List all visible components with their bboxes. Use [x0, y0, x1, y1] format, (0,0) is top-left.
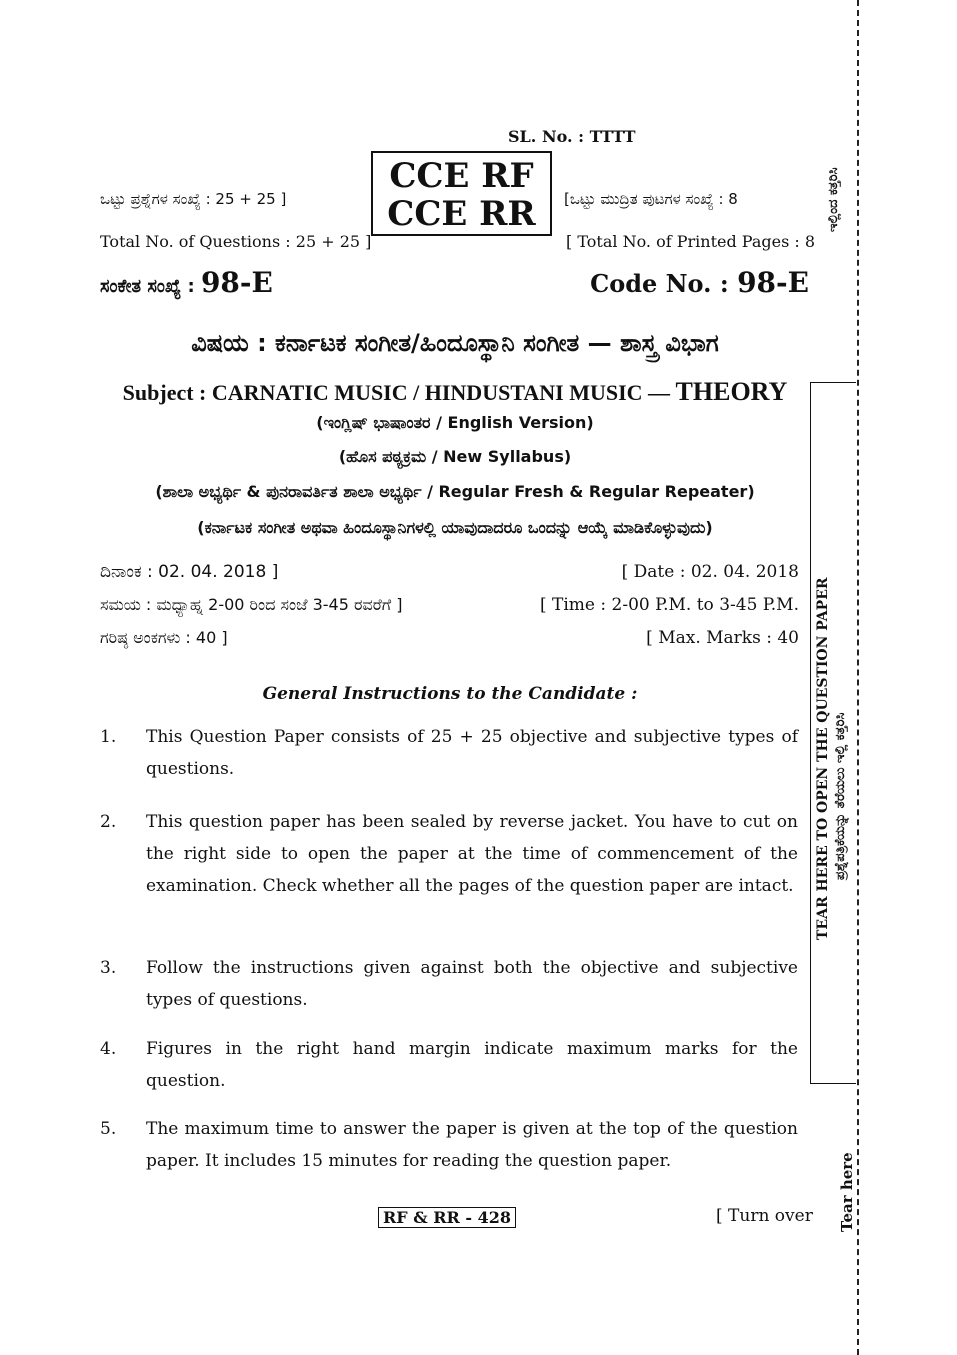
- marks-en: [ Max. Marks : 40: [646, 628, 799, 648]
- questions-count-en: Total No. of Questions : 25 + 25 ]: [100, 232, 372, 251]
- exam-type-line1: CCE RF: [389, 156, 534, 196]
- tear-here-bottom-vertical: Tear here: [838, 1152, 856, 1232]
- instruction-text: Follow the instructions given against both the objective and subjective types of questions.: [146, 958, 798, 1010]
- code-value-right: 98-E: [737, 266, 809, 299]
- turn-over-note: [ Turn over: [716, 1206, 813, 1226]
- code-label-kn: ಸಂಕೇತ ಸಂಖ್ಯೆ :: [100, 276, 195, 297]
- instruction-number: 4.: [100, 1039, 117, 1059]
- instruction-item: [100, 806, 798, 902]
- tear-here-en-vertical: TEAR HERE TO OPEN THE QUESTION PAPER: [815, 577, 831, 940]
- date-kn: ದಿನಾಂಕ : 02. 04. 2018 ]: [100, 562, 279, 582]
- instruction-text: This Question Paper consists of 25 + 25 objective and subjective types of questions.: [146, 727, 798, 779]
- pages-count-en: [ Total No. of Printed Pages : 8: [566, 232, 816, 251]
- instruction-text: This question paper has been sealed by reverse jacket. You have to cut on the right side to open the paper at the time of commencement of the examination. Check whether all the pages of the question paper are intact.: [146, 812, 798, 896]
- instructions-heading: General Instructions to the Candidate :: [262, 684, 638, 704]
- pages-count-kn: [ಒಟ್ಟು ಮುದ್ರಿತ ಪುಟಗಳ ಸಂಖ್ಯೆ : 8: [564, 190, 738, 208]
- instruction-item: [100, 1033, 798, 1097]
- option-line: (ಕರ್ನಾಟಕ ಸಂಗೀತ ಅಥವಾ ಹಿಂದೂಸ್ಥಾನಿಗಳಲ್ಲಿ ಯಾವುದಾದರೂ ಒಂದನ್ನು ಆಯ್ಕೆ ಮಾಡಿಕೊಳ್ಳುವುದು): [197, 518, 713, 537]
- code-number-en: [590, 266, 809, 299]
- cut-here-kn-vertical: ಇಲ್ಲಿಂದ ಕತ್ತರಿಸಿ: [826, 167, 841, 232]
- candidate-type-line: (ಶಾಲಾ ಅಭ್ಯರ್ಥಿ & ಪುನರಾವರ್ತಿತ ಶಾಲಾ ಅಭ್ಯರ್ಥಿ / Regular Fresh & Regular Repeater): [155, 482, 755, 501]
- instruction-number: 3.: [100, 958, 117, 978]
- code-label-en: Code No. :: [590, 269, 729, 298]
- code-number-kn: [100, 266, 273, 299]
- instruction-number: 2.: [100, 812, 117, 832]
- paper-code-footer: RF & RR - 428: [378, 1207, 516, 1228]
- time-en: [ Time : 2-00 P.M. to 3-45 P.M.: [539, 595, 799, 615]
- time-kn: ಸಮಯ : ಮಧ್ಯಾಹ್ನ 2-00 ರಿಂದ ಸಂಜೆ 3-45 ರವರೆಗೆ ]: [100, 595, 403, 614]
- instruction-number: 5.: [100, 1119, 117, 1139]
- syllabus-line: (ಹೊಸ ಪಠ್ಯಕ್ರಮ / New Syllabus): [338, 447, 572, 466]
- exam-type-box: [371, 151, 552, 236]
- version-line: (ಇಂಗ್ಲಿಷ್ ಭಾಷಾಂತರ / English Version): [316, 413, 594, 432]
- date-en: [ Date : 02. 04. 2018: [621, 562, 799, 582]
- instruction-text: The maximum time to answer the paper is given at the top of the question paper. It includes 15 minutes for reading the question paper.: [146, 1119, 798, 1171]
- instruction-item: [100, 721, 798, 785]
- tear-here-kn-vertical: ಪ್ರಶ್ನೆಪತ್ರಿಕೆಯನ್ನು ತೆರೆಯಲು ಇಲ್ಲಿ ಕತ್ತರಿಸಿ: [833, 712, 848, 880]
- exam-type-line2: CCE RR: [387, 194, 536, 234]
- tear-line: [857, 0, 859, 1355]
- instruction-item: [100, 952, 798, 1016]
- subject-title-en: [100, 377, 810, 407]
- marks-kn: ಗರಿಷ್ಠ ಅಂಕಗಳು : 40 ]: [100, 628, 228, 647]
- subject-main: Subject : CARNATIC MUSIC / HINDUSTANI MUSIC —: [122, 380, 671, 405]
- serial-number: SL. No. : TTTT: [508, 127, 636, 146]
- code-value-left: 98-E: [200, 266, 273, 299]
- subject-title-kn: ವಿಷಯ : ಕರ್ನಾಟಕ ಸಂಗೀತ/ಹಿಂದೂಸ್ಥಾನಿ ಸಂಗೀತ — ಶಾಸ್ತ್ರ ವಿಭಾಗ: [191, 329, 719, 357]
- subject-theory: THEORY: [675, 377, 788, 406]
- instruction-number: 1.: [100, 727, 117, 747]
- instruction-text: Figures in the right hand margin indicate maximum marks for the question.: [146, 1039, 798, 1091]
- questions-count-kn: ಒಟ್ಟು ಪ್ರಶ್ನೆಗಳ ಸಂಖ್ಯೆ : 25 + 25 ]: [100, 190, 287, 208]
- instruction-item: [100, 1113, 798, 1177]
